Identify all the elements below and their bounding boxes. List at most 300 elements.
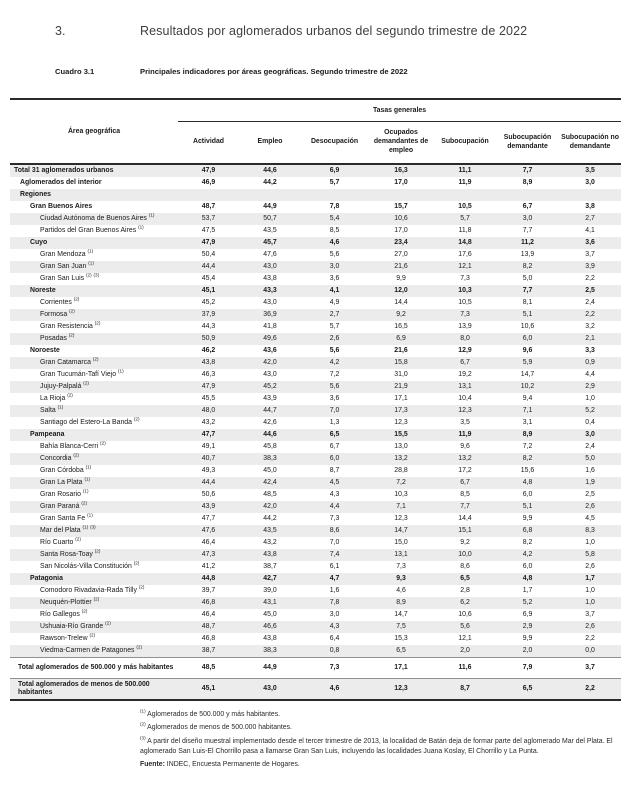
value-cell: 9,4: [522, 395, 533, 403]
value-cell: 7,7: [522, 227, 533, 235]
value-cell: 6,2: [460, 599, 470, 607]
value-cell: 7,2: [522, 443, 533, 451]
footnote-marker: (2): [67, 392, 73, 398]
value-cell: 44,7: [263, 407, 277, 415]
value-cell: 45,1: [201, 287, 216, 295]
value-cell: 4,9: [329, 299, 340, 307]
value-cell: 7,8: [329, 599, 340, 607]
value-cell: 0,0: [585, 647, 595, 655]
value-cell: 43,9: [201, 503, 216, 511]
value-cell: 7,3: [301, 658, 368, 679]
value-cell: 15,0: [394, 539, 408, 547]
area-label: Salta $^{(1)}$: [40, 404, 64, 415]
value-cell: 5,7: [329, 179, 340, 187]
value-cell: [178, 189, 239, 201]
table-row: [10, 297, 621, 309]
value-cell: 13,0: [394, 443, 408, 451]
value-cell: 47,6: [201, 527, 216, 535]
value-cell: 5,1: [522, 311, 533, 319]
value-cell: 0,8: [329, 647, 340, 655]
value-cell: 43,0: [263, 263, 277, 271]
value-cell: 6,5: [460, 575, 470, 583]
value-cell: 2,6: [585, 623, 595, 631]
footnote-marker: (2): [81, 500, 87, 506]
value-cell: 2,2: [585, 275, 595, 283]
column-header: Subocupación demandante: [496, 122, 559, 165]
value-cell: 11,6: [434, 658, 496, 679]
value-cell: 2,7: [329, 311, 340, 319]
value-cell: 7,0: [329, 407, 340, 415]
column-header: Ocupados demandantes de empleo: [368, 122, 434, 165]
table-row: [10, 453, 621, 465]
footnote: $^{(3)}$ A partir del diseño muestral implementado desde el tercer trimestre de 2013, la localidad de Batán deja de formar parte del aglomerado Mar del Plata. El aglomerado San Luis-El Chorrillo pasa a llamarse Gran San Luis, incluyendo las localidades Juana Koslay, El Chorrillo y La Punta.: [140, 735, 613, 756]
value-cell: 12,3: [394, 515, 408, 523]
value-cell: 9,6: [460, 443, 470, 451]
table-row: [10, 381, 621, 393]
value-cell: 28,8: [394, 467, 408, 475]
column-header: Empleo: [239, 122, 301, 165]
value-cell: 10,2: [520, 383, 535, 391]
value-cell: 2,2: [585, 311, 595, 319]
area-label: Cuyo: [30, 239, 48, 247]
value-cell: 8,6: [329, 527, 340, 535]
value-cell: 2,0: [460, 647, 470, 655]
table-row: [10, 417, 621, 429]
value-cell: 1,7: [522, 587, 533, 595]
value-cell: 2,4: [585, 443, 595, 451]
footnote-marker: (1): [84, 476, 91, 482]
area-label: Mar del Plata $^{(1)}$ $^{(3)}$: [40, 524, 96, 535]
value-cell: 3,0: [329, 611, 340, 619]
value-cell: 6,0: [522, 335, 533, 343]
area-label: Rawson-Trelew $^{(2)}$: [40, 632, 96, 643]
footnote-marker: (3): [93, 272, 100, 278]
value-cell: 42,6: [263, 419, 277, 427]
table-row: [10, 501, 621, 513]
value-cell: 9,3: [396, 575, 406, 583]
area-label: Santa Rosa-Toay $^{(2)}$: [40, 548, 101, 559]
value-cell: 17,3: [394, 407, 408, 415]
area-label: Gran San Luis $^{(2)}$ $^{(3)}$: [40, 272, 100, 283]
value-cell: 6,9: [329, 167, 340, 175]
table-row: [10, 309, 621, 321]
value-cell: 45,2: [263, 383, 277, 391]
table-row: [10, 177, 621, 189]
value-cell: 1,0: [585, 395, 595, 403]
area-label: Gran Rosario $^{(1)}$: [40, 488, 89, 499]
table-row: [10, 477, 621, 489]
value-cell: 14,7: [394, 611, 408, 619]
value-cell: 38,7: [201, 647, 216, 655]
value-cell: 49,1: [201, 443, 216, 451]
value-cell: 3,3: [585, 347, 595, 355]
value-cell: 47,9: [201, 383, 216, 391]
value-cell: 7,7: [522, 287, 533, 295]
value-cell: 8,7: [434, 679, 496, 701]
value-cell: 2,2: [585, 635, 595, 643]
value-cell: 6,7: [522, 203, 533, 211]
footnote-marker: (2): [133, 416, 140, 422]
value-cell: 11,9: [458, 179, 472, 187]
value-cell: 43,0: [239, 679, 301, 701]
area-label: Noreste: [30, 287, 56, 295]
column-header: Desocupación: [301, 122, 368, 165]
value-cell: 10,6: [520, 323, 535, 331]
footnote-marker: (2): [94, 548, 101, 554]
value-cell: 53,7: [201, 215, 216, 223]
value-cell: 3,6: [329, 275, 340, 283]
value-cell: 1,7: [585, 575, 595, 583]
value-cell: 6,4: [329, 635, 340, 643]
table-row: [10, 237, 621, 249]
area-label: Gran Santa Fe $^{(1)}$: [40, 512, 93, 523]
value-cell: 3,6: [585, 239, 595, 247]
area-label: La Rioja $^{(2)}$: [40, 392, 73, 403]
value-cell: 10,3: [394, 491, 408, 499]
value-cell: 4,8: [522, 479, 533, 487]
value-cell: 43,8: [263, 635, 277, 643]
value-cell: 4,6: [396, 587, 406, 595]
value-cell: 43,5: [263, 527, 277, 535]
footnote-marker: (2): [81, 608, 88, 614]
area-label: Gran Paraná $^{(2)}$: [40, 500, 87, 511]
footnote-marker: (2): [69, 308, 75, 314]
value-cell: 17,6: [458, 251, 472, 259]
value-cell: 1,0: [585, 587, 595, 595]
value-cell: 4,6: [329, 239, 340, 247]
value-cell: 45,8: [263, 443, 277, 451]
value-cell: 4,1: [329, 287, 340, 295]
area-header: Área geográfica: [10, 99, 178, 164]
value-cell: 3,6: [329, 395, 340, 403]
value-cell: 0,4: [585, 419, 595, 427]
table-row: [10, 249, 621, 261]
footnote-marker: (2): [89, 632, 96, 638]
value-cell: 46,2: [201, 347, 216, 355]
value-cell: 17,0: [394, 179, 408, 187]
value-cell: 10,5: [458, 299, 472, 307]
value-cell: 44,9: [263, 203, 277, 211]
area-label: Santiago del Estero-La Banda $^{(2)}$: [40, 416, 140, 427]
source-line: [140, 760, 621, 770]
value-cell: 17,0: [394, 227, 408, 235]
value-cell: 6,5: [396, 647, 406, 655]
value-cell: 14,7: [520, 371, 535, 379]
value-cell: 7,0: [329, 539, 340, 547]
footnote-marker: (2): [94, 320, 101, 326]
value-cell: 9,9: [522, 635, 533, 643]
footnote-marker: (2): [138, 584, 145, 590]
value-cell: [496, 189, 559, 201]
value-cell: 14,7: [394, 527, 408, 535]
value-cell: 4,1: [585, 227, 595, 235]
value-cell: 9,9: [522, 515, 533, 523]
table-row: [10, 573, 621, 585]
footnote: $^{(1)}$ Aglomerados de 500.000 y más habitantes.: [140, 708, 281, 718]
value-cell: 2,8: [460, 587, 470, 595]
value-cell: 3,1: [522, 419, 533, 427]
footnote-marker: (1): [87, 512, 93, 518]
value-cell: 44,9: [239, 658, 301, 679]
footnote: $^{(2)}$ Aglomerados de menos de 500.000 habitantes.: [140, 722, 292, 732]
table-row: [10, 321, 621, 333]
value-cell: 10,3: [458, 287, 472, 295]
value-cell: 1,0: [585, 539, 595, 547]
footnote-marker: (3): [90, 524, 96, 530]
value-cell: 8,2: [522, 455, 533, 463]
value-cell: 7,1: [522, 407, 533, 415]
value-cell: 45,5: [201, 395, 216, 403]
footnote-marker: (1): [118, 368, 124, 374]
area-label: Pampeana: [30, 431, 65, 439]
area-label: Gran La Plata $^{(1)}$: [40, 476, 91, 487]
table-row: [10, 213, 621, 225]
group-header: Tasas generales: [178, 99, 621, 122]
value-cell: 44,8: [201, 575, 216, 583]
value-cell: 2,6: [329, 335, 340, 343]
table-row: [10, 369, 621, 381]
value-cell: 6,7: [460, 479, 470, 487]
value-cell: 2,9: [522, 623, 533, 631]
value-cell: 5,9: [522, 359, 533, 367]
value-cell: 14,8: [458, 239, 472, 247]
value-cell: 9,9: [396, 275, 406, 283]
value-cell: 12,0: [394, 287, 408, 295]
value-cell: 5,8: [585, 551, 595, 559]
table-row: [10, 549, 621, 561]
area-label: Ushuaia-Río Grande $^{(2)}$: [40, 620, 111, 631]
value-cell: 43,0: [263, 299, 277, 307]
value-cell: [301, 189, 368, 201]
area-label: Gran Tucumán-Tafí Viejo $^{(1)}$: [40, 368, 124, 379]
value-cell: 8,5: [329, 227, 340, 235]
value-cell: 3,9: [585, 263, 595, 271]
value-cell: 1,6: [329, 587, 340, 595]
column-header: Subocupación: [434, 122, 496, 165]
value-cell: 23,4: [394, 239, 408, 247]
table-row: [10, 405, 621, 417]
value-cell: 47,7: [201, 515, 216, 523]
value-cell: 3,0: [585, 179, 595, 187]
value-cell: 5,2: [585, 407, 595, 415]
value-cell: 43,2: [263, 539, 277, 547]
value-cell: 0,9: [585, 359, 595, 367]
value-cell: 5,7: [460, 215, 470, 223]
table-row: [10, 189, 621, 201]
value-cell: 3,8: [585, 203, 595, 211]
area-label: Partidos del Gran Buenos Aires $^{(1)}$: [40, 224, 144, 235]
column-header: Subocupación no demandante: [559, 122, 621, 165]
value-cell: 7,3: [329, 515, 340, 523]
footnote-marker: (2): [73, 296, 80, 302]
value-cell: 15,1: [458, 527, 472, 535]
value-cell: 42,0: [263, 359, 277, 367]
table-row: [10, 621, 621, 633]
value-cell: 43,8: [263, 275, 277, 283]
value-cell: 4,2: [522, 551, 533, 559]
value-cell: 13,2: [458, 455, 472, 463]
area-label: Gran Mendoza $^{(1)}$: [40, 248, 94, 259]
value-cell: 4,2: [329, 359, 340, 367]
table-header: [10, 99, 621, 164]
footnote-marker: (2): [83, 380, 89, 386]
value-cell: 7,3: [396, 563, 406, 571]
area-label: Viedma-Carmen de Patagones $^{(2)}$: [40, 644, 143, 655]
value-cell: 4,5: [329, 479, 340, 487]
value-cell: 48,5: [178, 658, 239, 679]
value-cell: 13,2: [394, 455, 408, 463]
source-label: Fuente:: [140, 761, 165, 769]
area-label: Total 31 aglomerados urbanos: [14, 167, 114, 175]
value-cell: 8,2: [522, 263, 533, 271]
table-row: [10, 489, 621, 501]
value-cell: 2,6: [585, 563, 595, 571]
value-cell: 3,0: [522, 215, 533, 223]
table-row: [10, 658, 621, 679]
value-cell: 2,2: [559, 679, 621, 701]
footnote-marker: (2): [105, 620, 111, 626]
footnote-list: [140, 710, 621, 757]
column-header: Actividad: [178, 122, 239, 165]
value-cell: 6,9: [522, 611, 533, 619]
table-row: [10, 561, 621, 573]
value-cell: 10,6: [458, 611, 472, 619]
area-label: Gran San Juan $^{(1)}$: [40, 260, 94, 271]
value-cell: 4,4: [329, 503, 340, 511]
footnote-marker: (1): [57, 404, 64, 410]
area-label: Gran Resistencia $^{(2)}$: [40, 320, 101, 331]
value-cell: 44,6: [263, 167, 277, 175]
value-cell: 4,4: [585, 371, 595, 379]
table-row: [10, 201, 621, 213]
source-text: INDEC, Encuesta Permanente de Hogares.: [164, 761, 300, 769]
table-row: [10, 225, 621, 237]
value-cell: 3,5: [585, 167, 595, 175]
page-title: Resultados por aglomerados urbanos del segundo trimestre de 2022: [140, 24, 528, 38]
footnote-marker: (2): [75, 536, 81, 542]
footnote-marker: (1): [87, 248, 94, 254]
value-cell: 45,4: [201, 275, 216, 283]
table-row: [10, 261, 621, 273]
value-cell: 21,9: [394, 383, 408, 391]
value-cell: 43,2: [201, 419, 216, 427]
value-cell: 4,3: [329, 491, 340, 499]
value-cell: 15,7: [394, 203, 408, 211]
table-row: [10, 465, 621, 477]
value-cell: 8,1: [522, 299, 533, 307]
value-cell: 8,6: [460, 563, 470, 571]
value-cell: 45,2: [201, 299, 216, 307]
value-cell: 1,9: [585, 479, 595, 487]
area-label: Posadas $^{(2)}$: [40, 332, 75, 343]
table-row: [10, 513, 621, 525]
value-cell: [559, 189, 621, 201]
area-label: Formosa $^{(2)}$: [40, 308, 75, 319]
value-cell: 8,9: [396, 599, 406, 607]
area-label: Gran Córdoba $^{(1)}$: [40, 464, 92, 475]
value-cell: 43,9: [263, 395, 277, 403]
value-cell: 14,4: [458, 515, 472, 523]
value-cell: 5,6: [329, 251, 340, 259]
value-cell: 8,0: [460, 335, 470, 343]
value-cell: 38,3: [263, 647, 277, 655]
value-cell: 17,1: [368, 658, 434, 679]
table-row: [10, 429, 621, 441]
value-cell: 1,3: [329, 419, 340, 427]
table-row: [10, 164, 621, 177]
value-cell: 4,7: [329, 575, 340, 583]
area-label: Comodoro Rivadavia-Rada Tilly $^{(2)}$: [40, 584, 145, 595]
area-label: Total aglomerados de menos de 500.000 habitantes: [10, 679, 178, 701]
value-cell: 49,6: [263, 335, 277, 343]
value-cell: 6,0: [522, 563, 533, 571]
table-caption: [55, 67, 631, 76]
value-cell: 3,2: [585, 323, 595, 331]
table-row: [10, 645, 621, 658]
value-cell: 2,0: [522, 647, 533, 655]
value-cell: 9,6: [522, 347, 533, 355]
value-cell: [239, 189, 301, 201]
table-row: [10, 525, 621, 537]
area-label: San Nicolás-Villa Constitución $^{(2)}$: [40, 560, 140, 571]
area-label: Río Cuarto $^{(2)}$: [40, 536, 81, 547]
value-cell: 6,5: [496, 679, 559, 701]
value-cell: 5,6: [329, 347, 340, 355]
value-cell: 19,2: [458, 371, 472, 379]
value-cell: 15,5: [394, 431, 408, 439]
value-cell: 7,7: [522, 167, 533, 175]
value-cell: 46,3: [201, 371, 216, 379]
value-cell: 7,3: [460, 275, 470, 283]
table-row: [10, 633, 621, 645]
value-cell: 3,0: [329, 263, 340, 271]
value-cell: 50,7: [263, 215, 277, 223]
table-row: [10, 273, 621, 285]
value-cell: 45,1: [178, 679, 239, 701]
value-cell: 6,7: [329, 443, 340, 451]
area-label: Gran Buenos Aires: [30, 203, 93, 211]
value-cell: 3,7: [559, 658, 621, 679]
value-cell: 10,4: [458, 395, 472, 403]
value-cell: 8,3: [585, 527, 595, 535]
value-cell: 5,4: [329, 215, 340, 223]
value-cell: [368, 189, 434, 201]
value-cell: 48,5: [263, 491, 277, 499]
value-cell: 44,2: [263, 515, 277, 523]
value-cell: 10,6: [394, 215, 408, 223]
value-cell: 2,5: [585, 287, 595, 295]
value-cell: 12,3: [394, 419, 408, 427]
table-row: [10, 333, 621, 345]
footnotes: [140, 710, 621, 771]
value-cell: 43,8: [263, 551, 277, 559]
value-cell: 46,4: [201, 539, 216, 547]
footnote-marker: (1): [82, 488, 89, 494]
value-cell: 14,4: [394, 299, 408, 307]
value-cell: 11,1: [458, 167, 472, 175]
value-cell: 11,9: [458, 431, 472, 439]
value-cell: 12,3: [368, 679, 434, 701]
value-cell: 39,7: [201, 587, 216, 595]
footnote-marker: (2): [136, 644, 143, 650]
value-cell: 48,0: [201, 407, 216, 415]
value-cell: 21,6: [394, 263, 408, 271]
area-label: Noroeste: [30, 347, 60, 355]
value-cell: 48,7: [201, 623, 216, 631]
footnote-marker: (1): [148, 212, 155, 218]
value-cell: 4,8: [522, 575, 533, 583]
value-cell: 5,0: [522, 275, 533, 283]
